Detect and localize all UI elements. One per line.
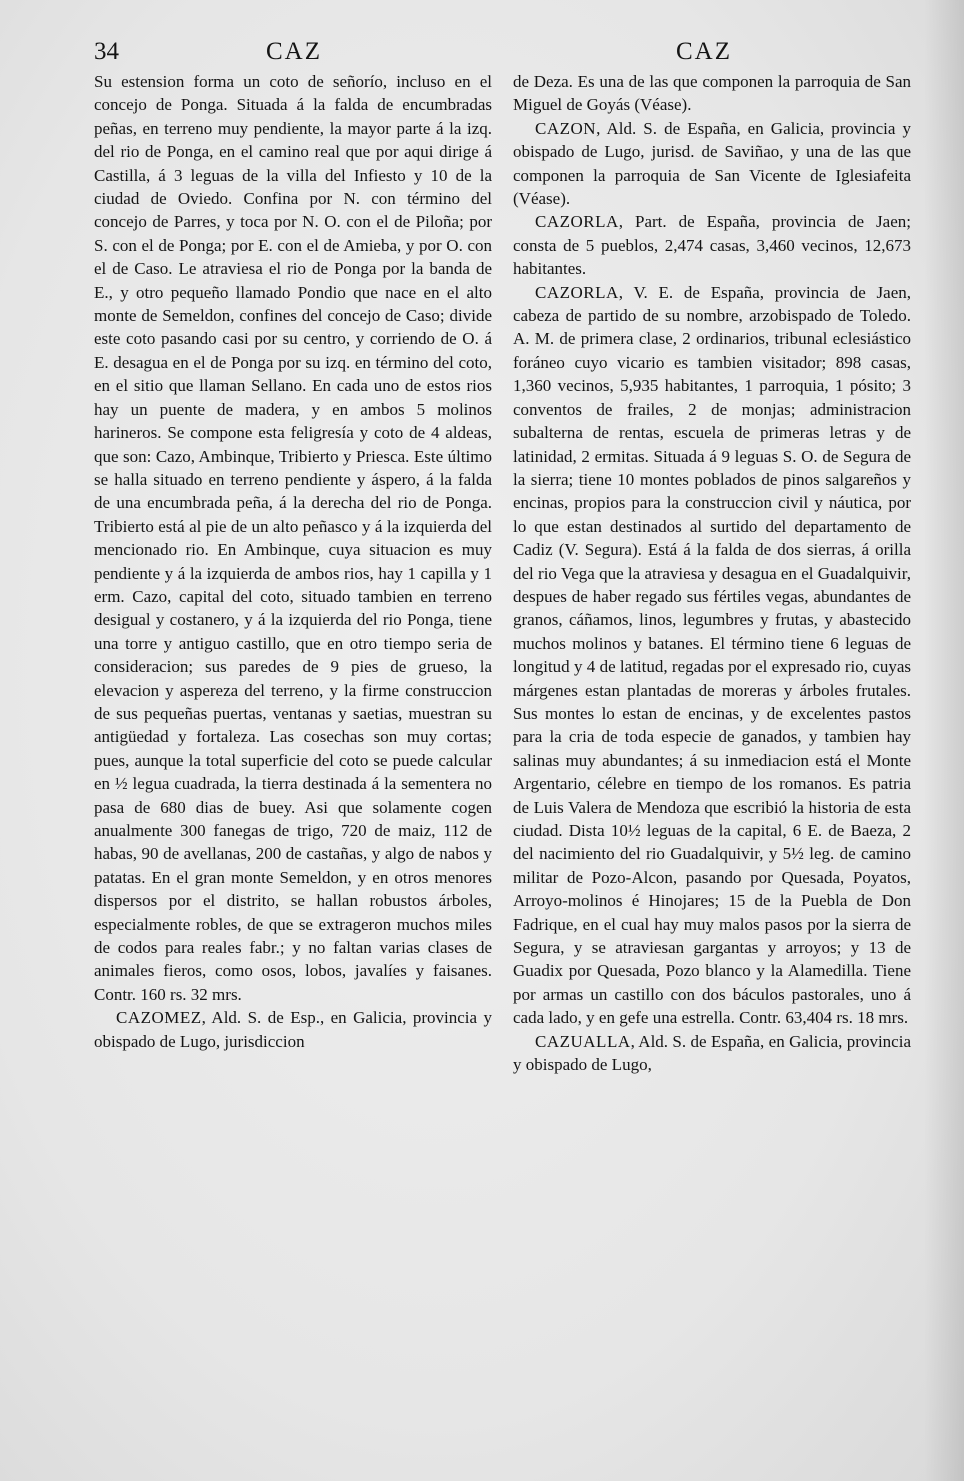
- page-spine-shadow: [924, 0, 964, 1481]
- right-running-head: CAZ: [676, 38, 732, 65]
- entry-headword: CAZORLA: [535, 212, 619, 232]
- running-header: [94, 38, 914, 68]
- entry-body: , Part. de España, provincia de Jaen; consta de 5 pueblos, 2,474 casas, 3,460 vecinos, 12,673 habitantes.: [513, 212, 911, 279]
- left-column: [94, 70, 492, 1360]
- right-column: [513, 70, 911, 1360]
- entry-cazomez-continuation: de Deza. Es una de las que componen la parroquia de San Miguel de Goyás (Véase).: [513, 72, 911, 115]
- entry-headword: CAZUALLA: [535, 1031, 631, 1051]
- entry-cazorla-villa: [513, 281, 911, 1030]
- entry-body: , Ald. S. de Esp., en Galicia, provincia y obispado de Lugo, jurisdiccion: [94, 1008, 492, 1051]
- entry-cazo-continuation: Su estension forma un coto de señorío, incluso en el concejo de Ponga. Situada á la falda de encumbradas peñas, en terreno muy pendiente, la mayor parte á la izq. del rio de Ponga, en el camino real que por aqui dirige á Castilla, á 3 leguas de la villa del Infiesto y 10 de la ciudad de Oviedo. Confina por N. con término del concejo de Parres, y toca por N. O. con el de Piloña; por S. con el de Ponga; por E. con el de Amieba, y por O. con el de Caso. Le atraviesa el rio de Ponga por la banda de E., y otro pequeño llamado Pondio que nace en el alto monte de Semeldon, confines del concejo de Caso; divide este coto pasando casi por su centro, y corriendo de O. á E. desagua en el de Ponga por su izq. en término del coto, en el sitio que llaman Sellano. En cada uno de estos rios hay un puente de madera, y en ambos 5 molinos harineros. Se compone esta feligresía y coto de 4 aldeas, que son: Cazo, Ambinque, Tribierto y Priesca. Este último se halla situado en terreno pendiente y áspero, á la falda de una encumbrada peña, á la derecha del rio de Ponga. Tribierto está al pie de un alto peñasco y á la izquierda del mencionado rio. En Ambinque, cuya situacion es muy pendiente y á la izquierda de ambos rios, hay 1 capilla y 1 erm. Cazo, capital del coto, situado tambien en terreno desigual y costanero, y á la izquierda del rio Ponga, tiene una torre y antiguo castillo, que en otro tiempo seria de consideracion; sus paredes de 9 pies de grueso, la elevacion y aspereza del terreno, y la firme construccion de sus pequeñas puertas, ventanas y saetias, muestran su antigüedad y fortaleza. Las cosechas son muy cortas; pues, aunque la total superficie del coto se puede calcular en ½ legua cuadrada, la tierra destinada á la sementera no pasa de 680 dias de buey. Asi que solamente cogen anualmente 300 fanegas de trigo, 720 de maiz, 112 de habas, 90 de avellanas, 200 de castañas, y algo de nabos y patatas. En el gran monte Semeldon, y en otros menores dispersos por el distrito, se hallan robustos árboles, especialmente robles, de que se extrageron muchos miles de codos para reales fabr.; y no faltan varias clases de animales fieros, como osos, lobos, javalíes y faisanes. Contr. 160 rs. 32 mrs.: [94, 72, 492, 1004]
- page-number: 34: [94, 38, 119, 65]
- entry-cazualla: [513, 1030, 911, 1077]
- entry-cazorla-partido: [513, 210, 911, 280]
- entry-headword: CAZON: [535, 118, 597, 138]
- entry-headword: CAZOMEZ: [116, 1008, 202, 1028]
- entry-body: , Ald. S. de España, en Galicia, provincia y obispado de Lugo,: [513, 1031, 911, 1075]
- entry-body: , Ald. S. de España, en Galicia, provincia y obispado de Lugo, jurisd. de Saviñao, y una de las que componen la parroquia de San Vicente de Iglesiafeita (Véase).: [513, 118, 911, 209]
- entry-cazon: [513, 117, 911, 211]
- entry-body: , V. E. de España, provincia de Jaen, cabeza de partido de su nombre, arzobispado de Toledo. A. M. de primera clase, 2 ordinarios, tribunal eclesiástico foráneo cuyo vicario es tambien visitador; 898 casas, 1,360 vecinos, 5,935 habitantes, 1 parroquia, 1 pósito; 3 conventos de frailes, 2 de monjas; administracion subalterna de rentas, escuela de primeras letras y de latinidad, 2 ermitas. Situada á 9 leguas S. O. de Segura de la sierra; tiene 10 montes poblados de pinos salgareños y encinas, propios para la construccion civil y náutica, por lo que estan destinados al surtido del departamento de Cadiz (V. Segura). Está á la falda de dos sierras, á orilla del rio Vega que la atraviesa y desagua en el Guadalquivir, despues de haber regado sus fértiles vegas, abundantes de granos, cáñamos, linos, legumbres y frutas, y abastecido muchos molinos y batanes. El término tiene 6 leguas de longitud y 4 de latitud, regadas por el expresado rio, cuyas márgenes estan plantadas de moreras y árboles frutales. Sus montes lo estan de encinas, y de excelentes pastos para la cria de toda especie de ganados, y tambien hay salinas muy abundantes; á su inmediacion está el Monte Argentario, célebre en tiempo de los romanos. Es patria de Luis Valera de Mendoza que escribió la historia de esta ciudad. Dista 10½ leguas de la capital, 6 E. de Baeza, 2 del nacimiento del rio Guadalquivir, y 5½ leg. de camino militar de Pozo-Alcon, pasando por Quesada, Poyatos, Arroyo-molinos é Hinojares; 15 de la Puebla de Don Fadrique, en el cual hay muy malos pasos por la sierra de Segura, y se atraviesan gargantas y arroyos; y 13 de Guadix por Quesada, Pozo blanco y la Alamedilla. Tiene por armas un castillo con dos báculos pastorales, uno á cada lado, y en gefe una estrella. Contr. 63,404 rs. 18 mrs.: [513, 282, 911, 1028]
- entry-cazomez: [94, 1006, 492, 1053]
- left-running-head: CAZ: [266, 38, 322, 65]
- entry-headword: CAZORLA: [535, 282, 619, 302]
